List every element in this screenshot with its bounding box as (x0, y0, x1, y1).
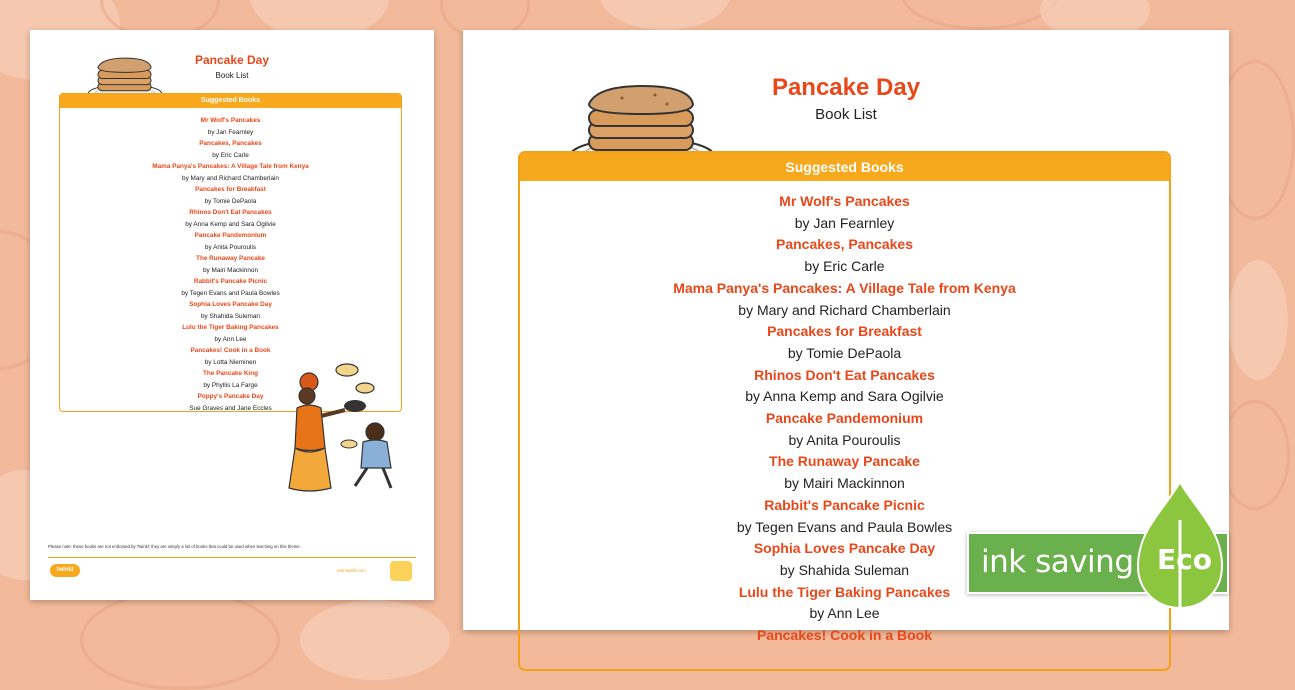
book-author: by Tegen Evans and Paula Bowles (181, 289, 280, 297)
footer-note: Please note: these books are not endorsed by Twinkl; they are simply a list of books that could be used when teaching on this theme. (48, 544, 301, 549)
book-title: Pancakes for Breakfast (195, 186, 266, 193)
book-author: by Mary and Richard Chamberlain (182, 174, 279, 182)
book-author: by Ann Lee (214, 335, 247, 343)
book-author: by Jan Fearnley (207, 128, 254, 136)
book-title: Rhinos Don't Eat Pancakes (754, 366, 935, 383)
page-subtitle: Book List (215, 71, 249, 80)
book-title: Pancake Pandemonium (194, 232, 267, 239)
section-header: Suggested Books (520, 153, 1169, 181)
book-author: by Tegen Evans and Paula Bowles (736, 518, 953, 535)
book-title: Rhinos Don't Eat Pancakes (189, 209, 272, 216)
book-author: by Anita Pouroulis (788, 431, 901, 448)
book-author: by Mairi Mackinnon (202, 266, 259, 274)
book-title: Pancake Pandemonium (765, 410, 924, 427)
book-author: by Tomie DePaola (204, 197, 257, 205)
book-title: The Runaway Pancake (196, 255, 265, 262)
book-title: Rabbit's Pancake Picnic (193, 278, 268, 285)
eco-label: Eco (1157, 543, 1212, 576)
book-title: Mama Panya's Pancakes: A Village Tale from Kenya (152, 163, 309, 170)
footer-badge-icon (390, 561, 412, 581)
page-thumbnail[interactable] (30, 30, 434, 600)
book-author: by Shahida Suleman (201, 312, 260, 320)
book-title: Sophia Loves Pancake Day (753, 540, 936, 557)
book-title: Pancakes, Pancakes (776, 236, 913, 253)
book-title: Mr Wolf's Pancakes (200, 117, 261, 124)
footer-url: visit twinkl.com (337, 568, 366, 573)
book-author: by Mary and Richard Chamberlain (738, 301, 951, 318)
twinkl-logo: twinkl (50, 564, 80, 577)
book-title: Lulu the Tiger Baking Pancakes (182, 324, 279, 331)
page-subtitle: Book List (815, 106, 877, 123)
book-title: Lulu the Tiger Baking Pancakes (738, 583, 951, 600)
book-author: by Mairi Mackinnon (784, 475, 905, 492)
book-title: Rabbit's Pancake Picnic (764, 496, 925, 513)
book-title: The Pancake King (202, 370, 259, 377)
book-author: by Lotta Nieminen (204, 358, 257, 366)
book-author: by Shahida Suleman (779, 561, 910, 578)
book-author: by Anna Kemp and Sara Ogilvie (185, 220, 276, 228)
book-title: Poppy's Pancake Day (197, 393, 264, 400)
book-title: Sophia Loves Pancake Day (189, 301, 272, 308)
book-author: by Anita Pouroulis (204, 243, 257, 251)
ink-saving-label: ink saving (981, 544, 1134, 580)
book-author: by Anna Kemp and Sara Ogilvie (745, 388, 944, 405)
page-title: Pancake Day (771, 74, 921, 101)
book-author: by Eric Carle (212, 151, 249, 159)
book-author: by Jan Fearnley (794, 214, 895, 231)
book-title: Pancakes! Cook in a Book (756, 627, 933, 644)
book-title: Mama Panya's Pancakes: A Village Tale from Kenya (673, 279, 1016, 296)
people-flipping-pancakes-illustration (283, 358, 413, 493)
book-author: by Phyllis La Farge (203, 381, 258, 389)
book-title: Pancakes, Pancakes (199, 140, 262, 147)
book-author: Sue Graves and Jane Eccles (189, 404, 272, 412)
book-author: by Ann Lee (809, 605, 880, 622)
book-author: by Tomie DePaola (787, 344, 902, 361)
book-title: Pancakes! Cook in a Book (190, 347, 271, 354)
footer-divider (48, 557, 416, 558)
section-header: Suggested Books (60, 94, 401, 108)
book-title: Mr Wolf's Pancakes (779, 193, 910, 209)
book-title: The Runaway Pancake (769, 453, 920, 470)
book-author: by Eric Carle (804, 258, 885, 275)
page-title: Pancake Day (194, 53, 270, 67)
book-title: Pancakes for Breakfast (767, 323, 922, 340)
